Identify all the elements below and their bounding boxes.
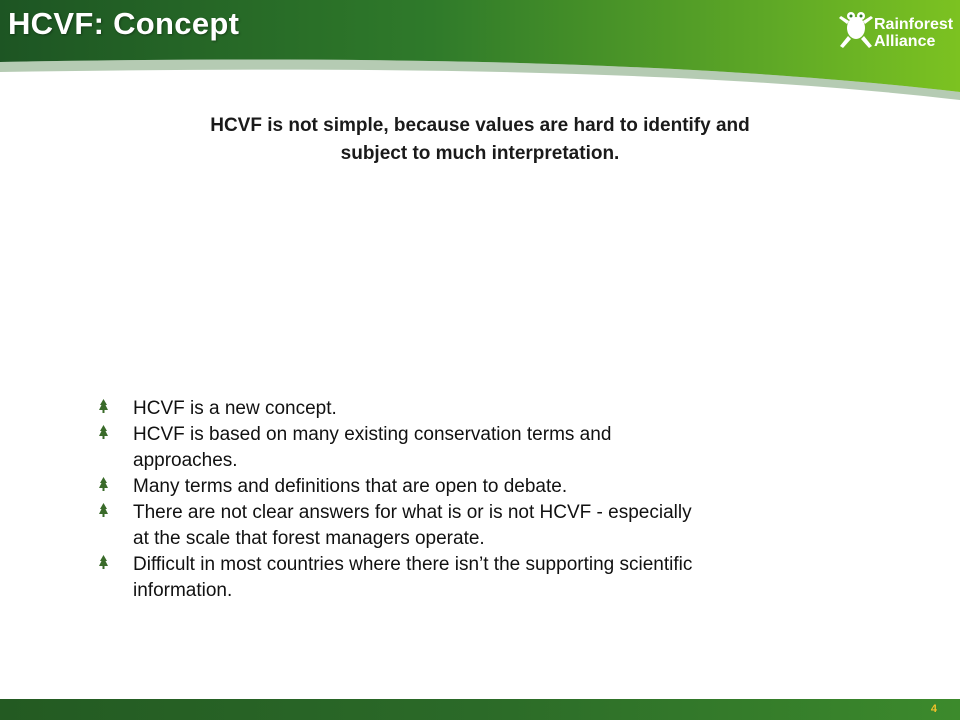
tree-bullet-icon [98, 399, 109, 415]
bullet-item [96, 422, 856, 474]
bullet-item [96, 474, 856, 500]
tree-bullet-icon [98, 503, 109, 519]
subtitle-line-2: subject to much interpretation. [340, 143, 620, 164]
logo-line-2: Alliance [874, 33, 936, 50]
bullet-item [96, 552, 856, 604]
logo-line-1: Rainforest [874, 16, 954, 33]
slide-subtitle [100, 112, 860, 168]
slide-footer [0, 699, 960, 720]
frog-icon [838, 8, 874, 52]
bullet-line-2: information. [133, 580, 233, 601]
slide-title: HCVF: Concept [8, 6, 240, 41]
slide-header [0, 0, 960, 100]
bullet-line-2: approaches. [133, 450, 238, 471]
page-number: 4 [930, 703, 937, 715]
rainforest-alliance-logo [838, 8, 956, 56]
subtitle-line-1: HCVF is not simple, because values are hard to identify and [210, 115, 750, 136]
bullet-line-1: Difficult in most countries where there isn’t the supporting scientific [133, 554, 693, 575]
bullet-list [96, 396, 856, 604]
bullet-line-2: at the scale that forest managers operate. [133, 528, 485, 549]
bullet-line-1: There are not clear answers for what is or is not HCVF - especially [133, 502, 692, 523]
bullet-item [96, 500, 856, 552]
bullet-line-1: Many terms and definitions that are open to debate. [133, 476, 568, 497]
tree-bullet-icon [98, 477, 109, 493]
bullet-item [96, 396, 856, 422]
tree-bullet-icon [98, 425, 109, 441]
logo-wordmark [874, 16, 953, 50]
tree-bullet-icon [98, 555, 109, 571]
bullet-line-1: HCVF is based on many existing conservation terms and [133, 424, 612, 445]
bullet-line-1: HCVF is a new concept. [133, 398, 337, 419]
